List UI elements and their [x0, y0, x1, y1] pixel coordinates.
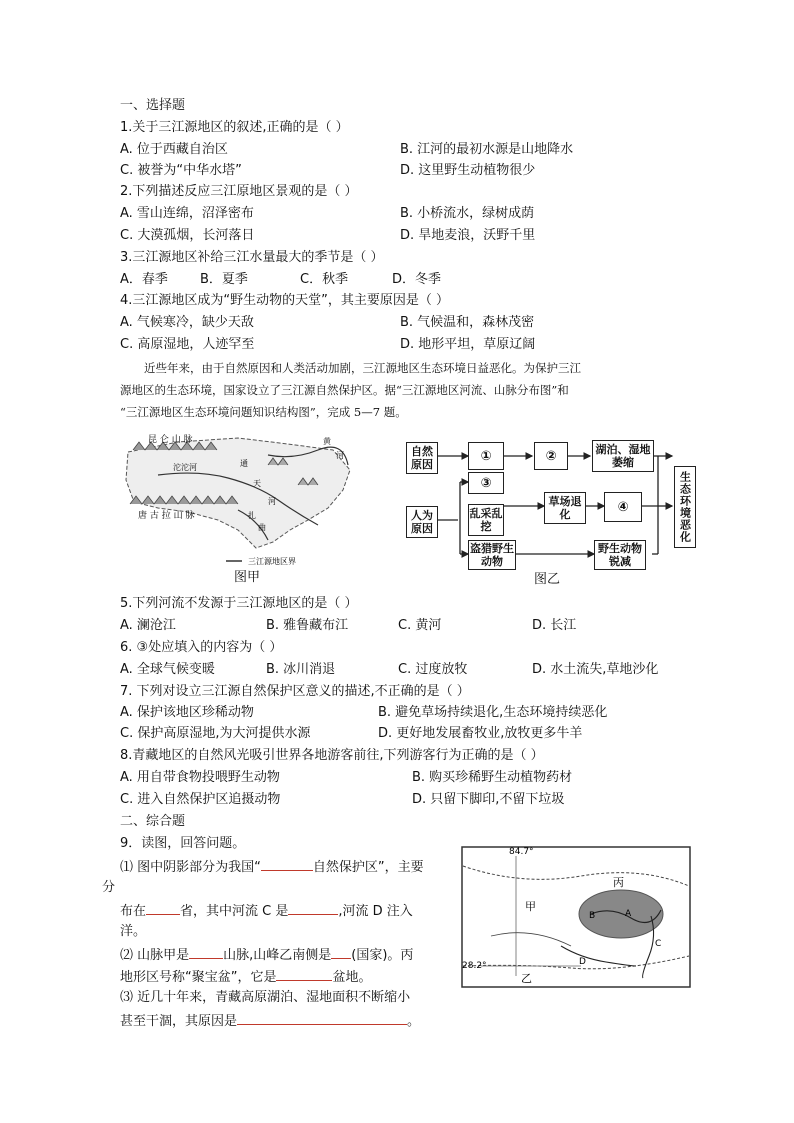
q5-option-c: C. 黄河	[398, 618, 442, 633]
label-yi: 乙	[521, 972, 532, 985]
q9-p2-text-a: ⑵ 山脉甲是	[120, 948, 190, 963]
label-jia: 甲	[525, 900, 536, 913]
q2-stem: 2.下列描述反应三江原地区景观的是（ ）	[120, 184, 358, 199]
q2-option-c: C. 大漠孤烟，长河落日	[120, 228, 255, 243]
q6-option-d: D. 水土流失,草地沙化	[532, 662, 659, 677]
box-eco-deterioration: 生态环境恶化	[674, 466, 696, 548]
label-C: C	[655, 939, 662, 949]
q5-option-a: A. 澜沧江	[120, 618, 176, 633]
q1-option-a: A. 位于西藏自治区	[120, 142, 228, 157]
q9-p2-text-d: 地形区号称“聚宝盆”，它是	[120, 970, 277, 985]
q9-p1-blank-river-c[interactable]	[288, 900, 338, 915]
label-A: A	[625, 909, 632, 919]
label-kunlun: 昆 仑 山 脉	[148, 435, 193, 445]
q5-option-b: B. 雅鲁藏布江	[266, 618, 349, 633]
q5-stem: 5.下列河流不发源于三江源地区的是（ ）	[120, 596, 358, 611]
label-tuotuo: 沱沱河	[173, 463, 197, 472]
q6-option-b: B. 冰川消退	[266, 662, 336, 677]
q7-stem: 7. 下列对设立三江源自然保护区意义的描述,不正确的是（ ）	[120, 684, 470, 699]
q2-option-d: D. 旱地麦浪，沃野千里	[400, 228, 536, 243]
q4-stem: 4.三江源地区成为“野生动物的天堂”，其主要原因是（ ）	[120, 293, 450, 308]
legend-label: 三江源地区界	[248, 557, 296, 566]
label-he2: 河	[336, 451, 344, 460]
q9-map	[461, 846, 691, 988]
figure-a-map	[118, 430, 358, 580]
label-tanggula: 唐 古 拉 山 脉	[138, 511, 195, 521]
q9-p1-text-g: 洋。	[120, 924, 147, 939]
q9-p1-text-a: ⑴ 图中阴影部分为我国“	[120, 860, 261, 875]
q1-option-b: B. 江河的最初水源是山地降水	[400, 142, 574, 157]
passage-line-2: 源地区的生态环境，国家设立了三江源自然保护区。据“三江源地区河流、山脉分布图”和	[120, 383, 569, 397]
q9-p1-text-b: 自然保护区”，主要	[312, 860, 424, 875]
box-wildlife-decline: 野生动物锐减	[594, 540, 646, 570]
q9-p2-blank-mountain[interactable]	[189, 944, 223, 959]
q9-part1-line1	[120, 856, 424, 878]
label-B: B	[589, 911, 596, 921]
label-za: 扎	[248, 511, 256, 520]
box-blank-3: ③	[468, 472, 504, 494]
sanjiangyuan-boundary	[126, 438, 350, 548]
figure-b-caption: 图乙	[534, 572, 561, 587]
q9-p3-text-a: ⑶ 近几十年来，青藏高原湖泊、湿地面积不断缩小	[120, 990, 411, 1005]
q4-option-b: B. 气候温和，森林茂密	[400, 315, 535, 330]
q7-option-a: A. 保护该地区珍稀动物	[120, 705, 254, 720]
q9-part3-line2	[120, 1010, 420, 1032]
box-blank-2: ②	[534, 442, 568, 470]
q6-option-a: A. 全球气候变暖	[120, 662, 215, 677]
q9-part2-line1	[120, 944, 413, 966]
reading-passage	[120, 357, 690, 423]
q5-option-d: D. 长江	[532, 618, 577, 633]
q9-p1-text-c: 分	[102, 880, 116, 895]
label-lat: 28.2°	[462, 961, 487, 971]
q9-p1-blank-province[interactable]	[146, 900, 180, 915]
q9-p3-blank-reason[interactable]	[237, 1010, 407, 1025]
q9-part2-line2	[120, 966, 372, 988]
box-poaching: 盗猎野生动物	[470, 542, 514, 568]
box-blank-4: ④	[604, 492, 642, 522]
section-title-choice: 一、选择题	[120, 98, 186, 113]
q9-p1-blank-reserve[interactable]	[261, 856, 313, 871]
q4-option-d: D. 地形平坦，草原辽阔	[400, 337, 536, 352]
label-tian: 天	[253, 479, 261, 488]
label-he: 河	[268, 497, 276, 506]
q7-option-d: D. 更好地发展畜牧业,放牧更多牛羊	[378, 726, 583, 741]
label-tong: 通	[240, 459, 248, 468]
q2-option-b: B. 小桥流水，绿树成荫	[400, 206, 535, 221]
box-lakes-shrink: 湖泊、湿地萎缩	[592, 440, 654, 472]
q9-p3-text-b: 甚至干涸，其原因是	[120, 1014, 238, 1029]
section-title-comprehensive: 二、综合题	[120, 814, 186, 829]
label-bing: 丙	[613, 876, 624, 889]
box-natural-cause: 自然原因	[406, 442, 438, 474]
q8-option-d: D. 只留下脚印,不留下垃圾	[412, 792, 565, 807]
box-grassland-degradation: 草场退化	[544, 492, 586, 524]
q9-p2-blank-country[interactable]	[331, 944, 351, 959]
q3-stem: 3.三江源地区补给三江水量最大的季节是（ ）	[120, 250, 384, 265]
q7-option-b: B. 避免草场持续退化,生态环境持续恶化	[378, 705, 608, 720]
q9-p2-text-e: 盆地。	[332, 970, 372, 985]
q9-stem: 9．读图，回答问题。	[120, 836, 246, 851]
q1-stem: 1.关于三江源地区的叙述,正确的是（ ）	[120, 120, 349, 135]
q4-option-a: A. 气候寒冷，缺少天敌	[120, 315, 254, 330]
q8-option-b: B. 购买珍稀野生动植物药材	[412, 770, 573, 785]
box-reckless-digging: 乱采乱挖	[468, 504, 504, 536]
q6-stem: 6. ③处应填入的内容为（ ）	[120, 640, 283, 655]
label-D: D	[579, 957, 586, 967]
q9-part1-line2	[120, 900, 413, 922]
q9-p1-text-f: ,河流 D 注入	[338, 904, 413, 919]
figure-a-caption: 图甲	[234, 570, 261, 585]
passage-line-1: 近些年来，由于自然原因和人类活动加剧，三江源地区生态环境日益恶化。为保护三江	[144, 361, 581, 375]
q9-p2-blank-basin[interactable]	[276, 966, 332, 981]
q1-option-c: C. 被誉为“中华水塔”	[120, 163, 242, 178]
passage-line-3: “三江源地区生态环境问题知识结构图”，完成 5—7 题。	[120, 405, 407, 419]
q1-option-d: D. 这里野生动植物很少	[400, 163, 536, 178]
q9-p1-text-e: 省，其中河流 C 是	[180, 904, 289, 919]
q9-p1-text-d: 布在	[120, 904, 147, 919]
q8-stem: 8.青藏地区的自然风光吸引世界各地游客前往,下列游客行为正确的是（ ）	[120, 748, 544, 763]
q2-option-a: A. 雪山连绵，沼泽密布	[120, 206, 254, 221]
q8-option-c: C. 进入自然保护区追摄动物	[120, 792, 281, 807]
q9-p2-text-b: 山脉,山峰乙南侧是	[223, 948, 332, 963]
label-lon: 84.7°	[509, 847, 534, 857]
q8-option-a: A. 用自带食物投喂野生动物	[120, 770, 280, 785]
label-huang: 黄	[323, 437, 331, 446]
q3-option-b: B．夏季	[200, 272, 248, 287]
label-qu: 曲	[258, 523, 266, 532]
box-blank-1: ①	[468, 442, 504, 470]
q4-option-c: C. 高原湿地，人迹罕至	[120, 337, 255, 352]
q3-option-a: A．春季	[120, 272, 168, 287]
q7-option-c: C. 保护高原湿地,为大河提供水源	[120, 726, 311, 741]
q9-p3-text-c: 。	[407, 1014, 421, 1029]
q3-option-d: D．冬季	[392, 272, 442, 287]
box-human-cause: 人为原因	[406, 506, 438, 538]
q6-option-c: C. 过度放牧	[398, 662, 468, 677]
q3-option-c: C．秋季	[300, 272, 349, 287]
q9-p2-text-c: (国家)。丙	[351, 948, 414, 963]
